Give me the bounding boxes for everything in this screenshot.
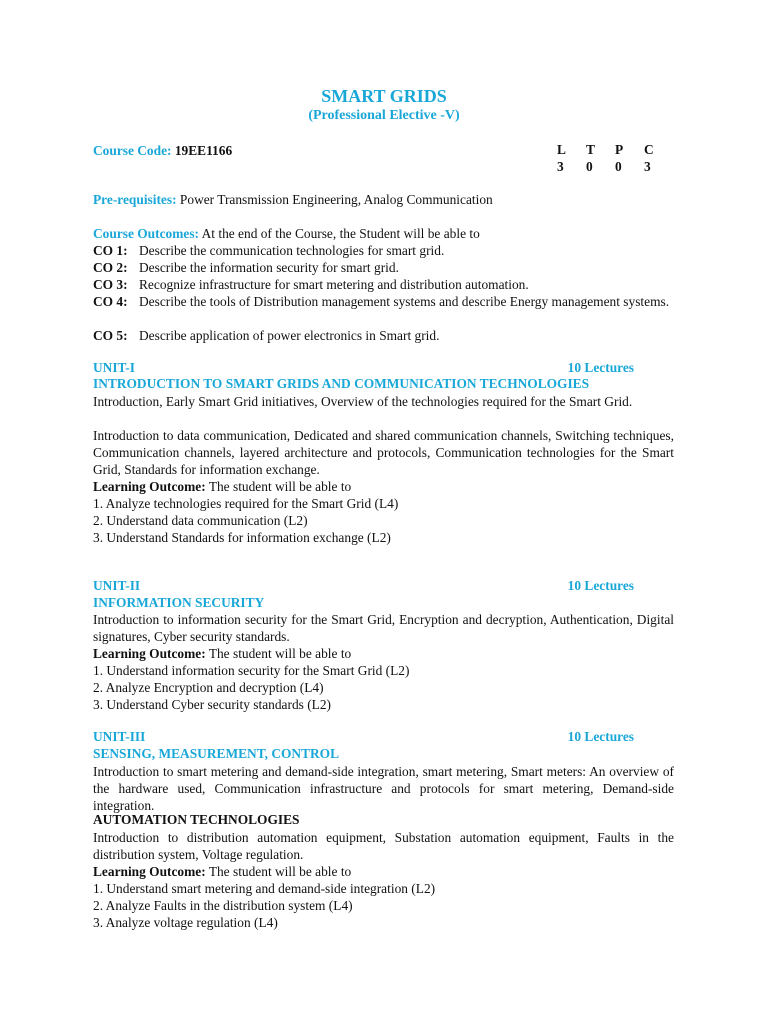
lo-intro: The student will be able to xyxy=(208,646,352,661)
unit-1-header xyxy=(93,360,634,376)
unit-1-outcome-list xyxy=(93,495,398,546)
co-text: Describe application of power electronics in Smart grid. xyxy=(139,328,440,343)
ltpc-value-p: 0 xyxy=(615,159,622,174)
unit-2-learning-outcome xyxy=(93,645,351,662)
list-item: 2. Analyze Encryption and decryption (L4) xyxy=(93,680,324,695)
ltpc-values xyxy=(557,159,673,175)
course-outcome xyxy=(93,242,674,259)
course-outcome xyxy=(93,259,674,276)
list-item: 2. Analyze Faults in the distribution system (L4) xyxy=(93,898,353,913)
ltpc-headers xyxy=(557,142,673,158)
unit-2-outcome-list xyxy=(93,662,409,713)
co-label: CO 2: xyxy=(93,260,128,275)
course-code-label: Course Code: xyxy=(93,143,172,158)
prereq-label: Pre-requisites: xyxy=(93,192,177,207)
ltpc-header-t: T xyxy=(586,142,595,157)
co-label: CO 3: xyxy=(93,277,128,292)
course-outcome xyxy=(93,276,674,293)
unit-1-lectures: 10 Lectures xyxy=(567,360,634,375)
list-item: 3. Understand Standards for information exchange (L2) xyxy=(93,530,391,545)
unit-2-paragraph-1: Introduction to information security for the Smart Grid, Encryption and decryption, Authentication, Digital signatures, Cyber security standards. xyxy=(93,612,674,644)
unit-3-title: SENSING, MEASUREMENT, CONTROL xyxy=(93,746,340,761)
list-item: 3. Understand Cyber security standards (L2) xyxy=(93,697,331,712)
unit-3-paragraph-1: Introduction to smart metering and demand-side integration, smart metering, Smart meters: An overview of the hardware used, Communication infrastructure and protocols for smart metering, Demand-side integration. xyxy=(93,764,674,813)
course-outcomes-heading xyxy=(93,225,480,242)
prereq-value: Power Transmission Engineering, Analog Communication xyxy=(179,192,493,207)
co-label: CO 1: xyxy=(93,243,128,258)
lo-label: Learning Outcome: xyxy=(93,479,206,494)
unit-3-subtitle: AUTOMATION TECHNOLOGIES xyxy=(93,812,300,827)
unit-1-learning-outcome xyxy=(93,478,351,495)
unit-3-lectures: 10 Lectures xyxy=(567,729,634,744)
ltpc-header-c: C xyxy=(644,142,654,157)
co-text: Recognize infrastructure for smart metering and distribution automation. xyxy=(139,277,529,292)
unit-3-header xyxy=(93,729,634,745)
co-text: Describe the tools of Distribution management systems and describe Energy management systems. xyxy=(139,294,670,309)
list-item: 3. Analyze voltage regulation (L4) xyxy=(93,915,278,930)
page-title: SMART GRIDS xyxy=(321,86,447,106)
unit-1-name: UNIT-I xyxy=(93,360,135,375)
course-outcome xyxy=(93,293,674,310)
unit-2-name: UNIT-II xyxy=(93,578,141,593)
outcomes-intro: At the end of the Course, the Student will be able to xyxy=(201,226,480,241)
list-item: 1. Understand smart metering and demand-side integration (L2) xyxy=(93,881,436,896)
unit-2-title: INFORMATION SECURITY xyxy=(93,595,265,610)
co-text: Describe the information security for smart grid. xyxy=(139,260,399,275)
lo-label: Learning Outcome: xyxy=(93,646,206,661)
course-code-value: 19EE1166 xyxy=(174,143,233,158)
outcomes-label: Course Outcomes: xyxy=(93,226,199,241)
course-code xyxy=(93,142,232,159)
ltpc-value-l: 3 xyxy=(557,159,564,174)
ltpc-header-p: P xyxy=(615,142,624,157)
course-outcome xyxy=(93,327,674,344)
lo-label: Learning Outcome: xyxy=(93,864,206,879)
co-text: Describe the communication technologies for smart grid. xyxy=(139,243,445,258)
lo-intro: The student will be able to xyxy=(208,479,352,494)
unit-3-outcome-list xyxy=(93,880,435,931)
unit-3-learning-outcome xyxy=(93,863,351,880)
unit-1-title: INTRODUCTION TO SMART GRIDS AND COMMUNICATION TECHNOLOGIES xyxy=(93,376,590,391)
unit-3-name: UNIT-III xyxy=(93,729,146,744)
ltpc-value-c: 3 xyxy=(644,159,651,174)
unit-1-paragraph-2: Introduction to data communication, Dedicated and shared communication channels, Switching techniques, Communication channels, layered architecture and protocols, Communication technologies for the Smart Grid, Standards for information exchange. xyxy=(93,428,674,477)
unit-1-paragraph-1: Introduction, Early Smart Grid initiatives, Overview of the technologies required for the Smart Grid. xyxy=(93,394,633,409)
list-item: 1. Understand information security for the Smart Grid (L2) xyxy=(93,663,410,678)
list-item: 2. Understand data communication (L2) xyxy=(93,513,308,528)
list-item: 1. Analyze technologies required for the Smart Grid (L4) xyxy=(93,496,399,511)
ltpc-header-l: L xyxy=(557,142,566,157)
lo-intro: The student will be able to xyxy=(208,864,352,879)
co-label: CO 5: xyxy=(93,328,128,343)
unit-2-header xyxy=(93,578,634,594)
ltpc-value-t: 0 xyxy=(586,159,593,174)
co-label: CO 4: xyxy=(93,294,128,309)
unit-2-lectures: 10 Lectures xyxy=(567,578,634,593)
prerequisites xyxy=(93,191,493,208)
page-subtitle: (Professional Elective -V) xyxy=(308,108,460,123)
unit-3-paragraph-2: Introduction to distribution automation equipment, Substation automation equipment, Faults in the distribution system, Voltage regulation. xyxy=(93,830,674,862)
